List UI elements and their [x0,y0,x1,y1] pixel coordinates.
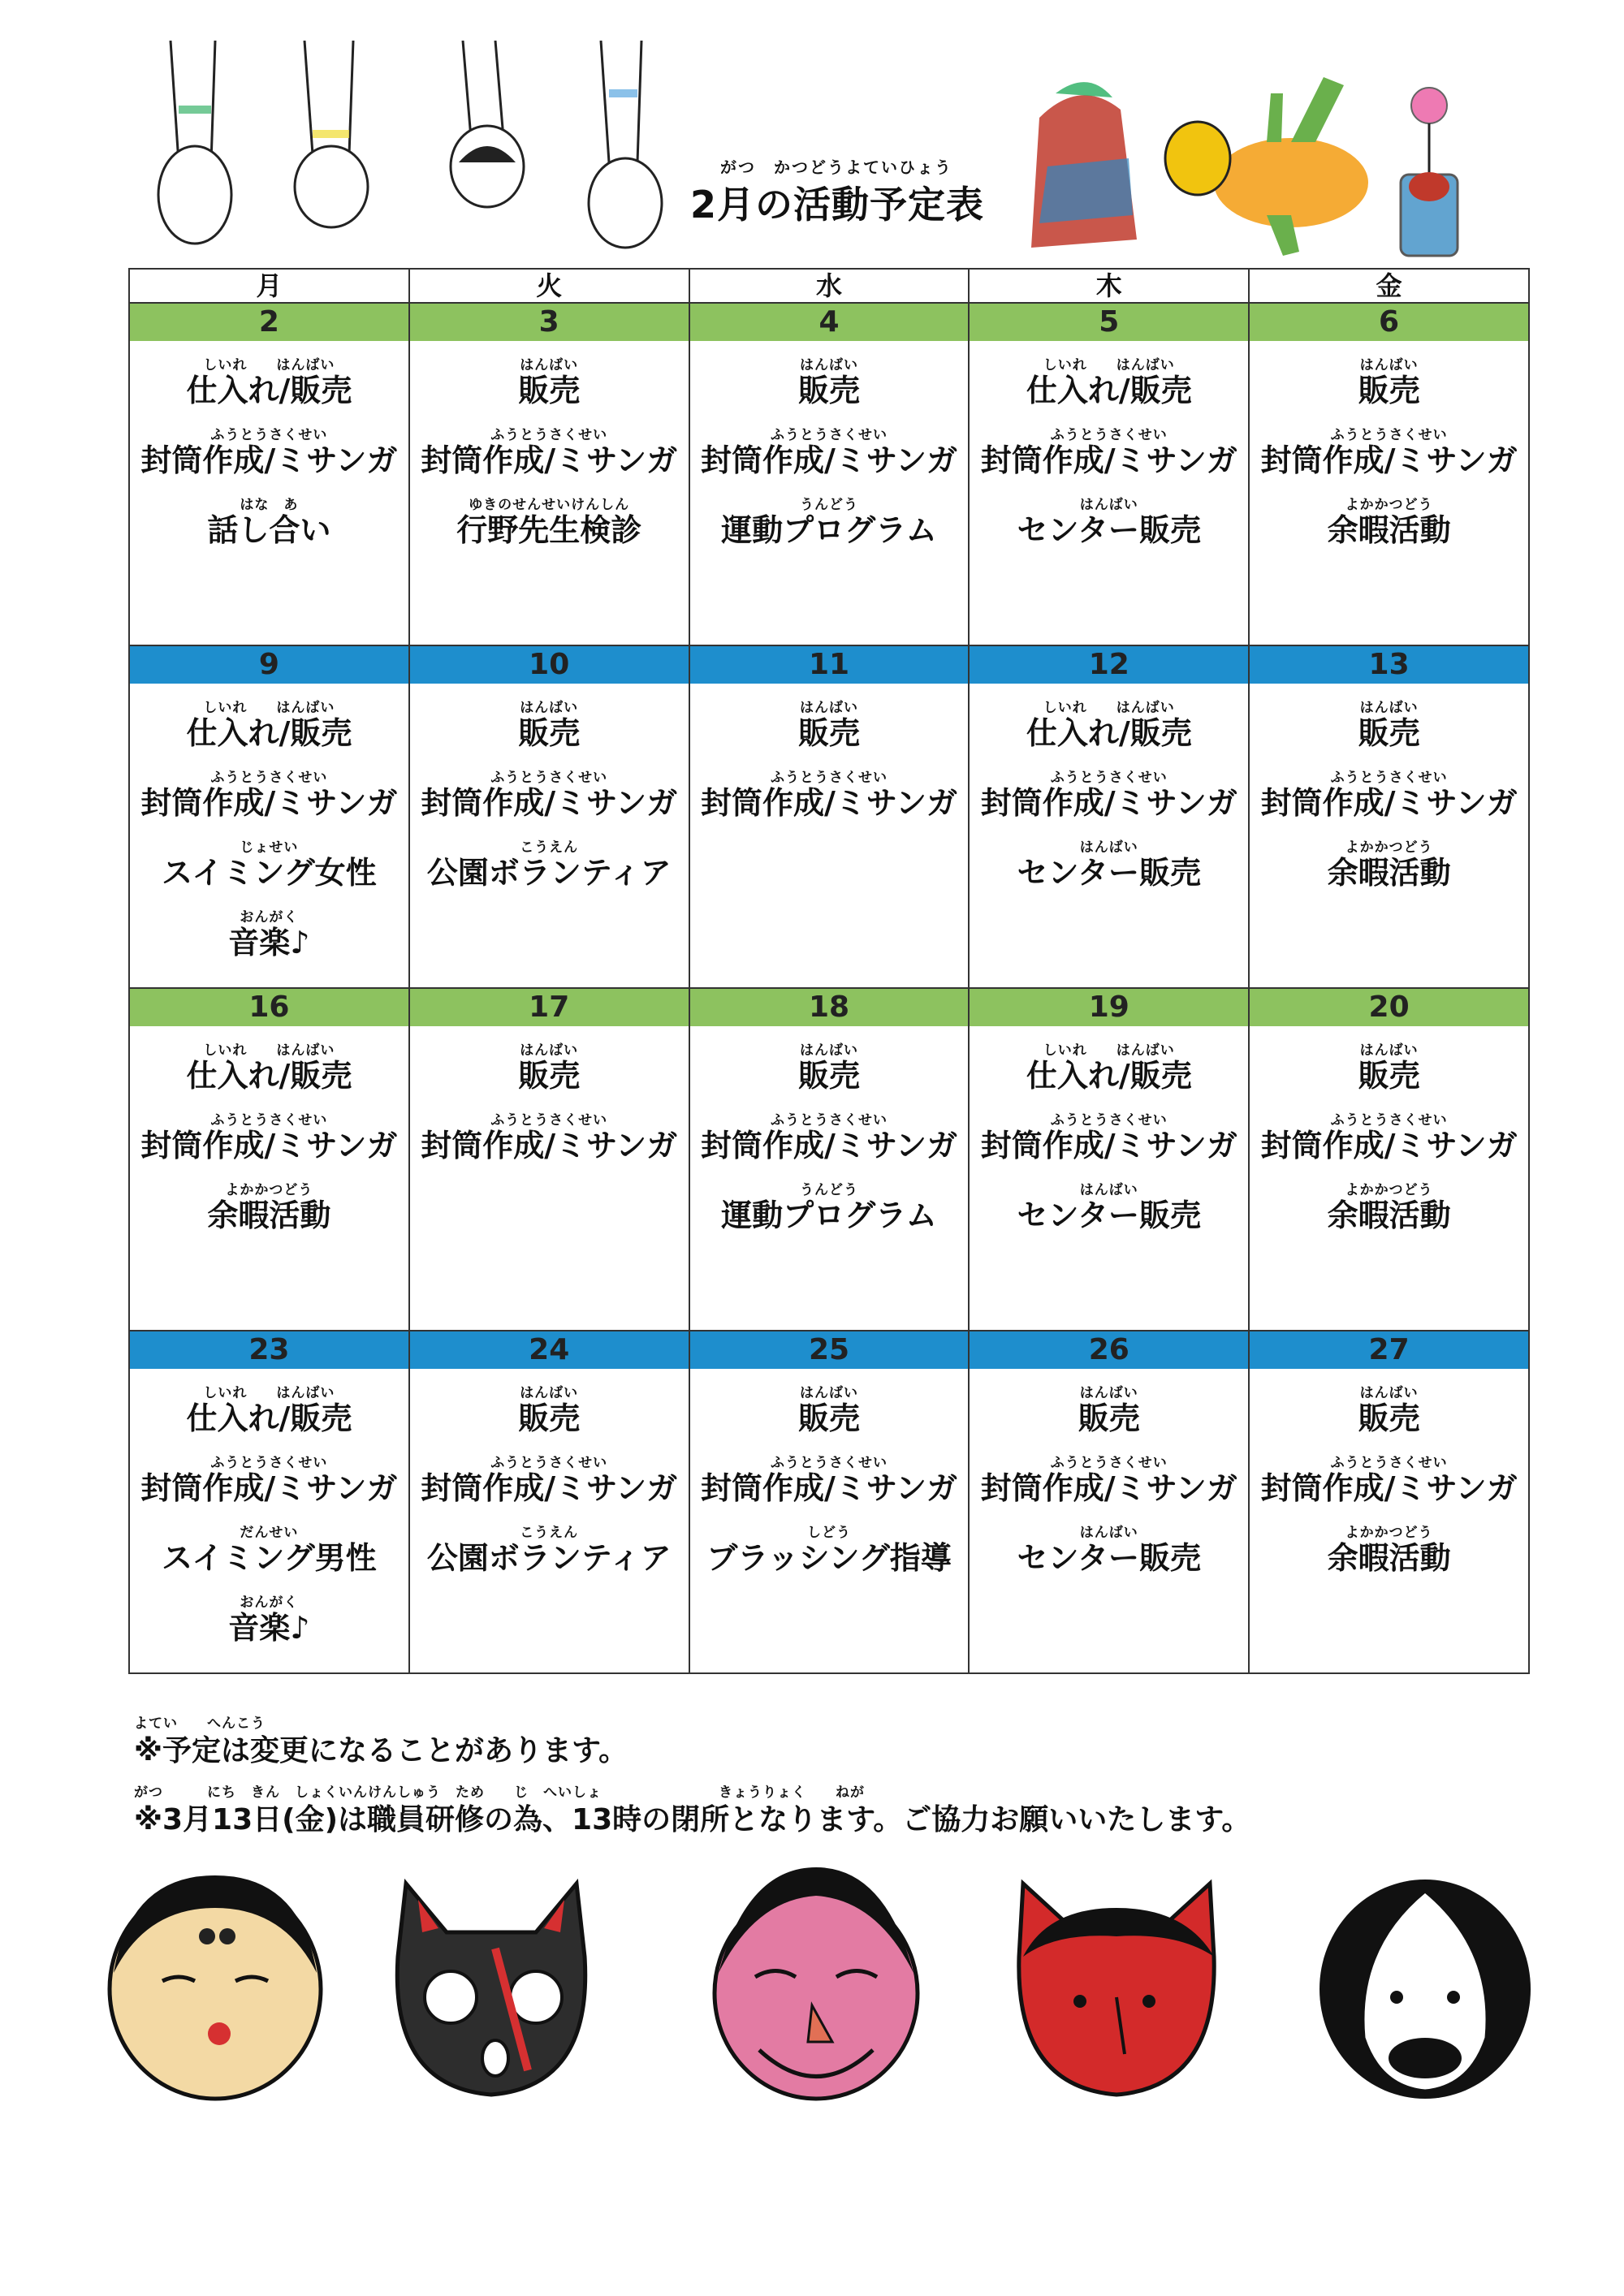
activity-item [970,771,1248,820]
note-2-ruby: がつ にち きん しょくいんけんしゅう ため じ へいしょ きょうりょく ねが [134,1785,865,1801]
activity-item [1250,498,1528,547]
activity-item [130,426,408,478]
activity-item [1250,1111,1528,1163]
activity-item [970,701,1248,750]
activity-label: 封筒作成/ミサンガ [1260,1127,1518,1163]
activity-label: 仕入れ/販売 [1026,715,1192,751]
activity-label: 音楽♪ [228,1609,310,1646]
activity-label: 販売 [1358,715,1420,751]
note-early-closing: ※3月13日(金)は職員研修の為、13時の閉所となります。ご協力お願いいたします。 [134,1803,1251,1836]
activity-ruby: よかかつどう [1345,496,1433,513]
week-cells [130,1369,1528,1672]
activity-ruby: しいれ はんばい [1043,700,1175,716]
activity-ruby: ゆきのせんせいけんしん [469,496,630,513]
activity-item [1250,426,1528,478]
activity-ruby: はんばい [1079,839,1138,856]
day-cell-mon [130,1369,408,1672]
date-number-thu: 26 [968,1331,1248,1369]
activity-label: 販売 [797,373,860,408]
activity-item [970,1387,1248,1435]
activity-label: 封筒作成/ミサンガ [421,1470,678,1506]
date-number-fri: 20 [1248,989,1528,1026]
activity-label: 封筒作成/ミサンガ [421,442,678,478]
activity-ruby: ふうとうさくせい [770,769,888,786]
activity-label: 仕入れ/販売 [186,1400,352,1436]
activity-label: 運動プログラム [721,511,937,548]
weekday-wed: 水 [689,270,969,302]
activity-item [690,1181,969,1233]
activity-ruby: しどう [806,1524,851,1541]
activity-label: センター販売 [1017,854,1202,891]
day-cell-wed [689,684,969,987]
activity-label: 販売 [518,715,581,751]
activity-label: 販売 [518,1400,581,1436]
activity-item [130,1596,408,1645]
activity-label: 封筒作成/ミサンガ [1260,442,1518,478]
day-cell-thu [968,1369,1248,1672]
date-number-tue: 10 [408,646,689,684]
activity-ruby: おんがく [240,1594,299,1611]
date-number-tue: 3 [408,304,689,341]
day-cell-fri [1248,341,1528,645]
activity-item [410,359,689,408]
activity-label: 販売 [1358,1400,1420,1436]
date-number-thu: 12 [968,646,1248,684]
activity-label: 封筒作成/ミサンガ [701,1127,957,1163]
pink-okame-mask-illustration [698,1859,934,2103]
activity-ruby: こうえん [520,839,579,856]
activity-ruby: ふうとうさくせい [770,1111,888,1129]
activity-ruby: はんばい [520,357,579,373]
activity-item [690,1044,969,1093]
activity-label: 余暇活動 [1327,854,1451,891]
activity-ruby: よかかつどう [1345,1524,1433,1541]
activity-item [1250,359,1528,408]
activity-item [410,426,689,478]
activity-ruby: しいれ はんばい [1043,357,1175,373]
activity-label: 行野先生検診 [456,511,642,548]
activity-ruby: はな あ [240,496,299,513]
day-cell-tue [408,1026,689,1330]
activity-label: 音楽♪ [228,924,310,960]
activity-item [1250,1181,1528,1233]
activity-label: スイミング女性 [162,854,377,891]
activity-item [690,771,969,820]
note-1-ruby: よてい へんこう [134,1716,266,1732]
weekday-tue: 火 [408,270,689,302]
date-number-wed: 25 [689,1331,969,1369]
activity-ruby: だんせい [240,1524,299,1541]
activity-item [130,359,408,408]
activity-item [1250,1454,1528,1506]
activity-item [970,359,1248,408]
activity-ruby: ふうとうさくせい [1050,1111,1168,1129]
activity-label: 封筒作成/ミサンガ [980,442,1237,478]
day-cell-tue [408,684,689,987]
activity-ruby: よかかつどう [225,1181,313,1198]
activity-item [130,1044,408,1093]
activity-label: 仕入れ/販売 [186,715,352,751]
activity-item [130,1387,408,1435]
date-number-mon: 16 [248,990,290,1024]
activity-label: 話し合い [207,511,331,548]
week-cells [130,1026,1528,1330]
activity-ruby: はんばい [520,1042,579,1059]
activity-item [130,701,408,750]
activity-item [690,1526,969,1575]
date-number-fri: 13 [1248,646,1528,684]
activity-label: 仕入れ/販売 [186,1058,352,1094]
activity-item [690,701,969,750]
activity-ruby: うんどう [799,496,858,513]
week-date-band [130,989,1528,1026]
week-date-band [130,1331,1528,1369]
activity-item [970,1526,1248,1575]
activity-ruby: ふうとうさくせい [1050,426,1168,443]
activity-ruby: はんばい [799,1042,858,1059]
activity-label: 封筒作成/ミサンガ [701,784,957,821]
activity-label: 封筒作成/ミサンガ [1260,784,1518,821]
day-cell-wed [689,341,969,645]
activity-ruby: ふうとうさくせい [490,426,608,443]
activity-ruby: はんばい [1079,1181,1138,1198]
activity-item [690,426,969,478]
activity-label: 余暇活動 [207,1197,331,1233]
day-cell-wed [689,1026,969,1330]
activity-ruby: ふうとうさくせい [490,769,608,786]
activity-ruby: はんばい [1359,357,1419,373]
schedule-calendar [128,268,1530,1674]
activity-item [130,771,408,820]
date-number-mon: 23 [248,1333,290,1366]
activity-ruby: はんばい [1079,496,1138,513]
activity-label: 販売 [1358,1058,1420,1094]
activity-label: 仕入れ/販売 [186,373,352,408]
black-oni-mask-illustration [374,1859,609,2103]
page-title: 2月の活動予定表 [690,183,985,227]
weekday-thu: 木 [968,270,1248,302]
activity-label: 封筒作成/ミサンガ [421,784,678,821]
activity-label: 公園ボランティア [426,1539,672,1576]
activity-ruby: ふうとうさくせい [210,426,328,443]
activity-ruby: しいれ はんばい [203,1042,335,1059]
date-number-wed: 18 [689,989,969,1026]
day-cell-fri [1248,1026,1528,1330]
activity-ruby: ふうとうさくせい [210,1454,328,1471]
day-cell-fri [1248,1369,1528,1672]
activity-label: 封筒作成/ミサンガ [701,442,957,478]
activity-label: 運動プログラム [721,1197,937,1233]
activity-ruby: はんばい [799,700,858,716]
activity-label: 余暇活動 [1327,1197,1451,1233]
activity-ruby: こうえん [520,1524,579,1541]
week-date-band [130,646,1528,684]
date-number-wed: 4 [689,304,969,341]
activity-ruby: しいれ はんばい [1043,1042,1175,1059]
hanging-dolls-illustration [146,41,666,252]
black-haired-mask-illustration [1307,1859,1543,2103]
activity-item [970,1181,1248,1233]
activity-label: 余暇活動 [1327,1539,1451,1576]
activity-label: 販売 [518,1058,581,1094]
activity-label: 販売 [1358,373,1420,408]
activity-ruby: はんばい [520,1385,579,1401]
activity-ruby: しいれ はんばい [203,700,335,716]
date-number-tue: 17 [408,989,689,1026]
note-schedule-change: ※予定は変更になることがあります。 [134,1734,628,1767]
week-date-band [130,304,1528,341]
activity-label: ブラッシング指導 [706,1539,952,1576]
activity-item [970,426,1248,478]
activity-ruby: ふうとうさくせい [770,426,888,443]
activity-item [970,1044,1248,1093]
activity-ruby: はんばい [1079,1385,1138,1401]
date-number-wed: 11 [689,646,969,684]
date-number-thu: 19 [968,989,1248,1026]
calendar-weeks [130,304,1528,1672]
activity-item [1250,1387,1528,1435]
activity-ruby: よかかつどう [1345,1181,1433,1198]
red-oni-mask-illustration [999,1859,1234,2103]
activity-item [690,359,969,408]
activity-ruby: はんばい [1359,700,1419,716]
activity-item [410,498,689,547]
activity-ruby: ふうとうさくせい [770,1454,888,1471]
activity-item [1250,771,1528,820]
activity-ruby: ふうとうさくせい [1330,1454,1448,1471]
calendar-week [130,987,1528,1330]
activity-label: スイミング男性 [162,1539,377,1576]
activity-ruby: うんどう [799,1181,858,1198]
activity-ruby: ふうとうさくせい [210,769,328,786]
activity-item [410,771,689,820]
date-number-mon: 2 [258,305,279,339]
activity-item [410,1454,689,1506]
activity-ruby: はんばい [799,357,858,373]
activity-label: センター販売 [1017,511,1202,548]
activity-item [970,841,1248,890]
day-cell-tue [408,341,689,645]
activity-ruby: はんばい [1359,1042,1419,1059]
calendar-week [130,645,1528,987]
activity-item [690,1454,969,1506]
activity-label: 封筒作成/ミサンガ [140,1470,398,1506]
activity-label: 封筒作成/ミサンガ [701,1470,957,1506]
activity-ruby: しいれ はんばい [203,357,335,373]
date-number-mon: 9 [258,648,279,681]
date-number-fri: 6 [1248,304,1528,341]
activity-item [690,498,969,547]
week-cells [130,684,1528,987]
activity-ruby: ふうとうさくせい [490,1454,608,1471]
activity-label: 封筒作成/ミサンガ [980,1127,1237,1163]
title-ruby: がつ かつどうよていひょう [720,158,952,177]
date-number-fri: 27 [1248,1331,1528,1369]
activity-label: 販売 [797,715,860,751]
day-cell-tue [408,1369,689,1672]
activity-label: センター販売 [1017,1197,1202,1233]
activity-item [130,908,408,960]
date-number-thu: 5 [968,304,1248,341]
day-cell-mon [130,684,408,987]
activity-label: 封筒作成/ミサンガ [421,1127,678,1163]
activity-item [970,1111,1248,1163]
weekday-header [130,270,1528,304]
activity-item [970,498,1248,547]
day-cell-mon [130,1026,408,1330]
day-cell-thu [968,1026,1248,1330]
activity-item [130,841,408,890]
activity-item [1250,841,1528,890]
activity-item [130,498,408,547]
activity-ruby: はんばい [799,1385,858,1401]
activity-label: 仕入れ/販売 [1026,373,1192,408]
activity-ruby: はんばい [1079,1524,1138,1541]
okame-mask-illustration [97,1859,333,2103]
activity-item [1250,701,1528,750]
activity-ruby: おんがく [240,908,299,926]
activity-label: 封筒作成/ミサンガ [140,442,398,478]
activity-label: 販売 [518,373,581,408]
activity-item [1250,1526,1528,1575]
activity-label: 封筒作成/ミサンガ [140,784,398,821]
activity-ruby: ふうとうさくせい [210,1111,328,1129]
activity-label: 余暇活動 [1327,511,1451,548]
activity-item [690,1387,969,1435]
activity-item [970,1454,1248,1506]
activity-ruby: はんばい [1359,1385,1419,1401]
activity-item [410,1387,689,1435]
activity-ruby: よかかつどう [1345,839,1433,856]
calendar-week [130,304,1528,645]
weekday-fri: 金 [1248,270,1528,302]
activity-ruby: ふうとうさくせい [1330,426,1448,443]
activity-label: 封筒作成/ミサンガ [1260,1470,1518,1506]
week-cells [130,341,1528,645]
activity-item [410,701,689,750]
activity-label: 販売 [797,1400,860,1436]
activity-ruby: ふうとうさくせい [1330,769,1448,786]
activity-label: 公園ボランティア [426,854,672,891]
activity-label: 販売 [797,1058,860,1094]
activity-item [130,1526,408,1575]
activity-item [1250,1044,1528,1093]
activity-item [130,1454,408,1506]
activity-label: 仕入れ/販売 [1026,1058,1192,1094]
title-block [690,154,983,229]
activity-label: 封筒作成/ミサンガ [980,1470,1237,1506]
activity-ruby: しいれ はんばい [203,1385,335,1401]
activity-ruby: はんばい [520,700,579,716]
weekday-mon: 月 [256,270,283,301]
day-cell-thu [968,684,1248,987]
activity-label: 販売 [1078,1400,1140,1436]
day-cell-fri [1248,684,1528,987]
crayon-drawings-illustration [1023,69,1478,268]
activity-ruby: ふうとうさくせい [1330,1111,1448,1129]
activity-item [410,1526,689,1575]
day-cell-mon [130,341,408,645]
activity-item [410,1044,689,1093]
activity-ruby: ふうとうさくせい [1050,769,1168,786]
day-cell-wed [689,1369,969,1672]
activity-item [130,1111,408,1163]
activity-ruby: じょせい [240,839,299,856]
activity-ruby: ふうとうさくせい [490,1111,608,1129]
activity-item [690,1111,969,1163]
day-cell-thu [968,341,1248,645]
calendar-week [130,1330,1528,1672]
date-number-tue: 24 [408,1331,689,1369]
activity-label: 封筒作成/ミサンガ [980,784,1237,821]
activity-item [410,841,689,890]
activity-label: センター販売 [1017,1539,1202,1576]
activity-ruby: ふうとうさくせい [1050,1454,1168,1471]
activity-label: 封筒作成/ミサンガ [140,1127,398,1163]
activity-item [130,1181,408,1233]
activity-item [410,1111,689,1163]
